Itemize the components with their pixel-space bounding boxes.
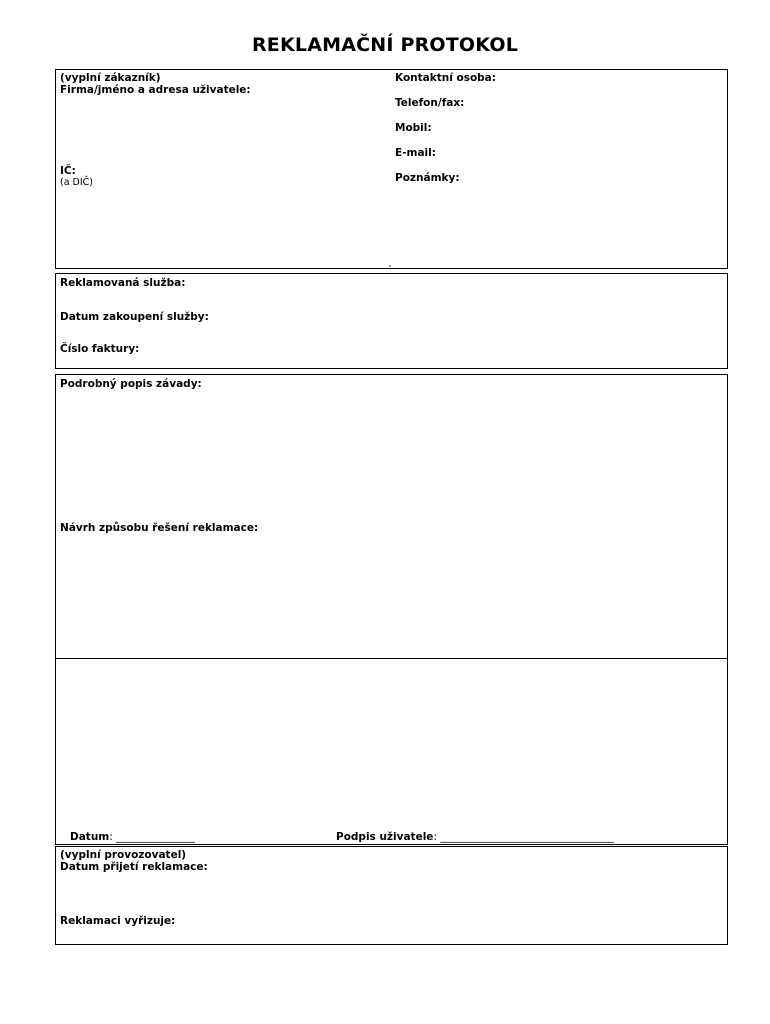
- signature-user: [336, 831, 614, 843]
- phone-fax-label: Telefon/fax:: [395, 97, 465, 109]
- signature-date: [70, 831, 195, 843]
- column-divider-mark: [389, 265, 391, 267]
- operator-section: [55, 846, 728, 945]
- contact-person-label: Kontaktní osoba:: [395, 72, 496, 84]
- defect-section: [55, 374, 728, 845]
- operator-filled-by: (vyplní provozovatel): [60, 849, 187, 861]
- service-label: Reklamovaná služba:: [60, 277, 186, 289]
- email-label: E-mail:: [395, 147, 436, 159]
- user-signature-label: Podpis uživatele: [336, 831, 434, 843]
- invoice-number-label: Číslo faktury:: [60, 343, 140, 355]
- dic-label: (a DIČ): [60, 177, 94, 188]
- company-address-label: Firma/jméno a adresa uživatele:: [60, 84, 251, 96]
- received-date-label: Datum přijetí reklamace:: [60, 861, 208, 873]
- customer-section: [55, 69, 728, 269]
- handled-by-label: Reklamaci vyřizuje:: [60, 915, 176, 927]
- date-line: : _______________: [109, 831, 195, 843]
- service-section: [55, 273, 728, 369]
- date-label: Datum: [70, 831, 110, 843]
- resolution-proposal-label: Návrh způsobu řešení reklamace:: [60, 522, 259, 534]
- customer-filled-by: (vyplní zákazník): [60, 72, 161, 84]
- user-signature-line: : _________________________________: [433, 831, 614, 843]
- mobile-label: Mobil:: [395, 122, 432, 134]
- notes-label: Poznámky:: [395, 172, 460, 184]
- document-title: REKLAMAČNÍ PROTOKOL: [251, 34, 519, 56]
- ico-label: IČ:: [60, 165, 76, 177]
- signature-divider: [56, 658, 727, 659]
- defect-description-label: Podrobný popis závady:: [60, 378, 202, 390]
- purchase-date-label: Datum zakoupení služby:: [60, 311, 209, 323]
